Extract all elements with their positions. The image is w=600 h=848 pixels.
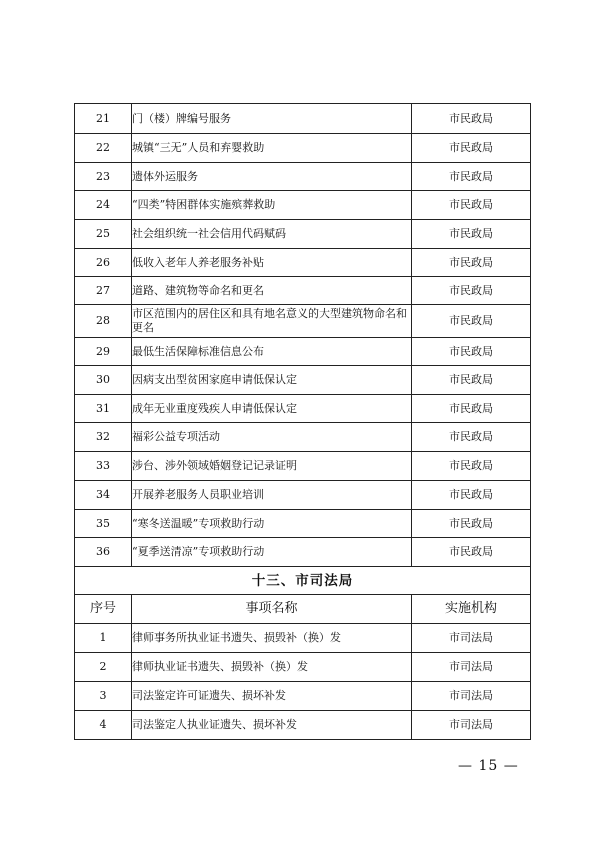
row-number: 3 bbox=[75, 682, 132, 711]
civil-affairs-rows bbox=[75, 104, 531, 567]
row-agency: 市民政局 bbox=[412, 277, 531, 305]
table-row bbox=[75, 711, 531, 740]
table-row bbox=[75, 305, 531, 338]
row-agency: 市民政局 bbox=[412, 191, 531, 220]
table-row bbox=[75, 510, 531, 538]
table-row bbox=[75, 395, 531, 423]
row-item-name: “寒冬送温暖”专项救助行动 bbox=[132, 510, 412, 538]
row-item-name: 最低生活保障标准信息公布 bbox=[132, 338, 412, 366]
table-row bbox=[75, 277, 531, 305]
table-row bbox=[75, 249, 531, 277]
row-item-name: 因病支出型贫困家庭申请低保认定 bbox=[132, 366, 412, 395]
row-agency: 市民政局 bbox=[412, 338, 531, 366]
table-header-row bbox=[75, 595, 531, 624]
row-agency: 市司法局 bbox=[412, 711, 531, 740]
row-number: 1 bbox=[75, 624, 132, 653]
row-number: 26 bbox=[75, 249, 132, 277]
row-number: 2 bbox=[75, 653, 132, 682]
row-agency: 市民政局 bbox=[412, 510, 531, 538]
row-number: 29 bbox=[75, 338, 132, 366]
table-row bbox=[75, 538, 531, 567]
table-row bbox=[75, 220, 531, 249]
row-item-name: “四类”特困群体实施殡葬救助 bbox=[132, 191, 412, 220]
table-row bbox=[75, 366, 531, 395]
table-row bbox=[75, 481, 531, 510]
header-item-name: 事项名称 bbox=[132, 595, 412, 624]
row-number: 33 bbox=[75, 452, 132, 481]
row-number: 34 bbox=[75, 481, 132, 510]
table-row bbox=[75, 452, 531, 481]
row-agency: 市司法局 bbox=[412, 682, 531, 711]
row-number: 32 bbox=[75, 423, 132, 452]
row-agency: 市司法局 bbox=[412, 624, 531, 653]
row-number: 31 bbox=[75, 395, 132, 423]
row-item-name: 遗体外运服务 bbox=[132, 163, 412, 191]
table-row bbox=[75, 653, 531, 682]
row-item-name: 社会组织统一社会信用代码赋码 bbox=[132, 220, 412, 249]
row-number: 35 bbox=[75, 510, 132, 538]
row-agency: 市民政局 bbox=[412, 452, 531, 481]
header-number: 序号 bbox=[75, 595, 132, 624]
row-agency: 市民政局 bbox=[412, 220, 531, 249]
row-item-name: 门（楼）牌编号服务 bbox=[132, 104, 412, 134]
row-agency: 市民政局 bbox=[412, 163, 531, 191]
table-row bbox=[75, 624, 531, 653]
table-row bbox=[75, 104, 531, 134]
row-item-name: 市区范围内的居住区和具有地名意义的大型建筑物命名和更名 bbox=[132, 305, 412, 338]
row-number: 36 bbox=[75, 538, 132, 567]
row-agency: 市司法局 bbox=[412, 653, 531, 682]
row-agency: 市民政局 bbox=[412, 134, 531, 163]
table-row bbox=[75, 338, 531, 366]
row-number: 21 bbox=[75, 104, 132, 134]
row-item-name: 司法鉴定人执业证遗失、损坏补发 bbox=[132, 711, 412, 740]
row-item-name: 律师事务所执业证书遗失、损毁补（换）发 bbox=[132, 624, 412, 653]
row-item-name: 成年无业重度残疾人申请低保认定 bbox=[132, 395, 412, 423]
row-agency: 市民政局 bbox=[412, 538, 531, 567]
section-row bbox=[75, 567, 531, 595]
table-row bbox=[75, 163, 531, 191]
table-row bbox=[75, 134, 531, 163]
row-item-name: 司法鉴定许可证遗失、损坏补发 bbox=[132, 682, 412, 711]
row-agency: 市民政局 bbox=[412, 104, 531, 134]
services-table bbox=[74, 103, 531, 740]
page-number: — 15 — bbox=[458, 758, 519, 774]
table-row bbox=[75, 191, 531, 220]
row-item-name: “夏季送清凉”专项救助行动 bbox=[132, 538, 412, 567]
row-agency: 市民政局 bbox=[412, 249, 531, 277]
row-number: 22 bbox=[75, 134, 132, 163]
row-number: 4 bbox=[75, 711, 132, 740]
header-agency: 实施机构 bbox=[412, 595, 531, 624]
table-row bbox=[75, 423, 531, 452]
row-number: 30 bbox=[75, 366, 132, 395]
justice-rows bbox=[75, 624, 531, 740]
row-agency: 市民政局 bbox=[412, 366, 531, 395]
section-title: 十三、市司法局 bbox=[75, 567, 531, 595]
row-number: 25 bbox=[75, 220, 132, 249]
row-agency: 市民政局 bbox=[412, 481, 531, 510]
row-number: 28 bbox=[75, 305, 132, 338]
row-item-name: 低收入老年人养老服务补贴 bbox=[132, 249, 412, 277]
row-item-name: 律师执业证书遗失、损毁补（换）发 bbox=[132, 653, 412, 682]
row-agency: 市民政局 bbox=[412, 423, 531, 452]
row-item-name: 涉台、涉外领域婚姻登记记录证明 bbox=[132, 452, 412, 481]
row-number: 23 bbox=[75, 163, 132, 191]
row-item-name: 道路、建筑物等命名和更名 bbox=[132, 277, 412, 305]
row-item-name: 福彩公益专项活动 bbox=[132, 423, 412, 452]
row-agency: 市民政局 bbox=[412, 305, 531, 338]
row-agency: 市民政局 bbox=[412, 395, 531, 423]
row-number: 27 bbox=[75, 277, 132, 305]
table-row bbox=[75, 682, 531, 711]
row-number: 24 bbox=[75, 191, 132, 220]
row-item-name: 开展养老服务人员职业培训 bbox=[132, 481, 412, 510]
row-item-name: 城镇“三无”人员和弃婴救助 bbox=[132, 134, 412, 163]
